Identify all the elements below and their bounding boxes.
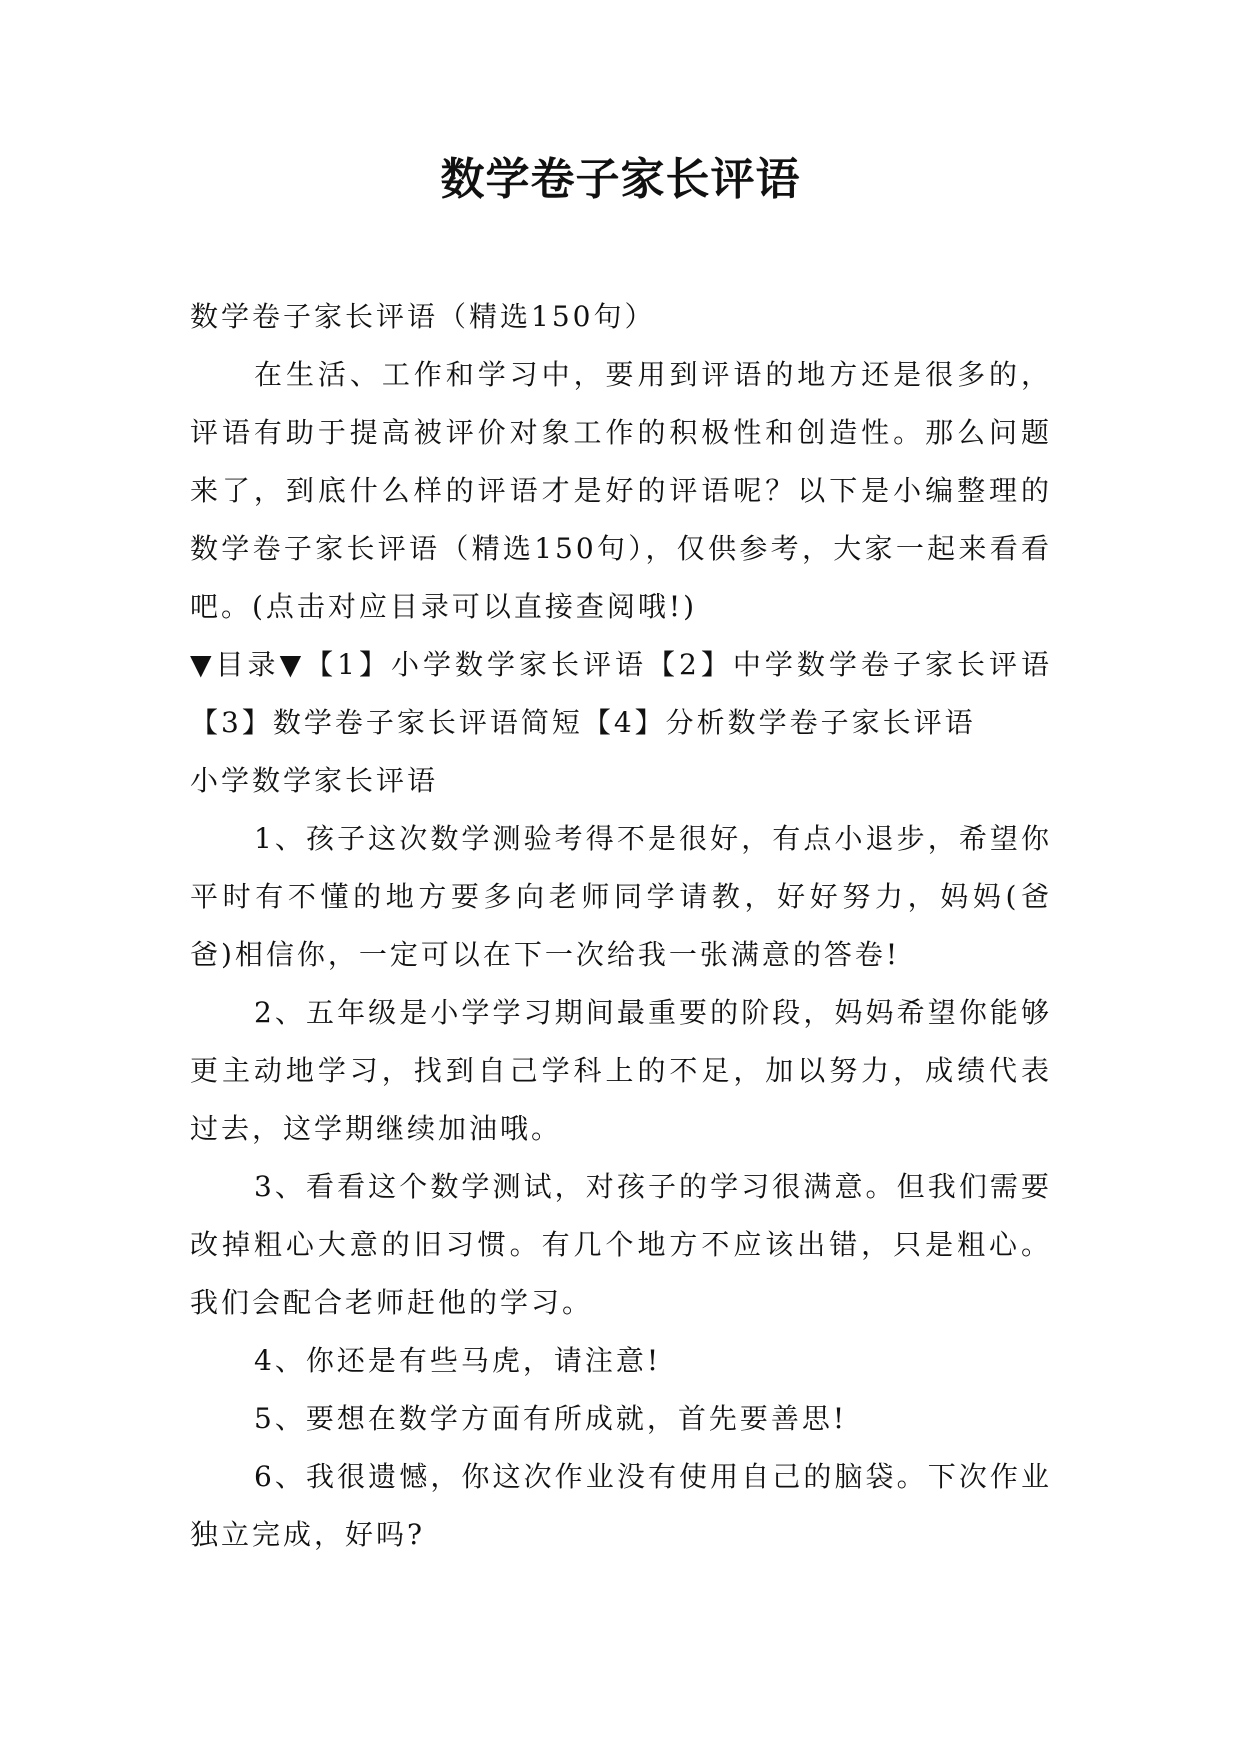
- table-of-contents[interactable]: ▼目录▼【1】小学数学家长评语【2】中学数学卷子家长评语【3】数学卷子家长评语简短【4】分析数学卷子家长评语: [190, 648, 1052, 739]
- document-title: 数学卷子家长评语: [440, 154, 801, 205]
- document-subtitle: 数学卷子家长评语（精选150句）: [190, 300, 656, 333]
- comment-item: 4、你还是有些马虎，请注意!: [254, 1344, 662, 1377]
- comment-item: 2、五年级是小学学习期间最重要的阶段，妈妈希望你能够更主动地学习，找到自己学科上的不足，加以努力，成绩代表过去，这学期继续加油哦。: [190, 996, 1052, 1145]
- document-body: [190, 288, 1052, 1564]
- intro-paragraph: 在生活、工作和学习中，要用到评语的地方还是很多的，评语有助于提高被评价对象工作的积极性和创造性。那么问题来了，到底什么样的评语才是好的评语呢？以下是小编整理的数学卷子家长评语（精选150句），仅供参考，大家一起来看看吧。(点击对应目录可以直接查阅哦!): [190, 358, 1052, 623]
- comment-item: 3、看看这个数学测试，对孩子的学习很满意。但我们需要改掉粗心大意的旧习惯。有几个地方不应该出错，只是粗心。我们会配合老师赶他的学习。: [190, 1170, 1052, 1319]
- comment-item: 1、孩子这次数学测验考得不是很好，有点小退步，希望你平时有不懂的地方要多向老师同学请教，好好努力，妈妈(爸爸)相信你，一定可以在下一次给我一张满意的答卷!: [190, 822, 1052, 971]
- comment-item: 6、我很遗憾，你这次作业没有使用自己的脑袋。下次作业独立完成，好吗?: [190, 1460, 1052, 1551]
- comment-item: 5、要想在数学方面有所成就，首先要善思!: [254, 1402, 848, 1435]
- section-heading: 小学数学家长评语: [190, 764, 439, 797]
